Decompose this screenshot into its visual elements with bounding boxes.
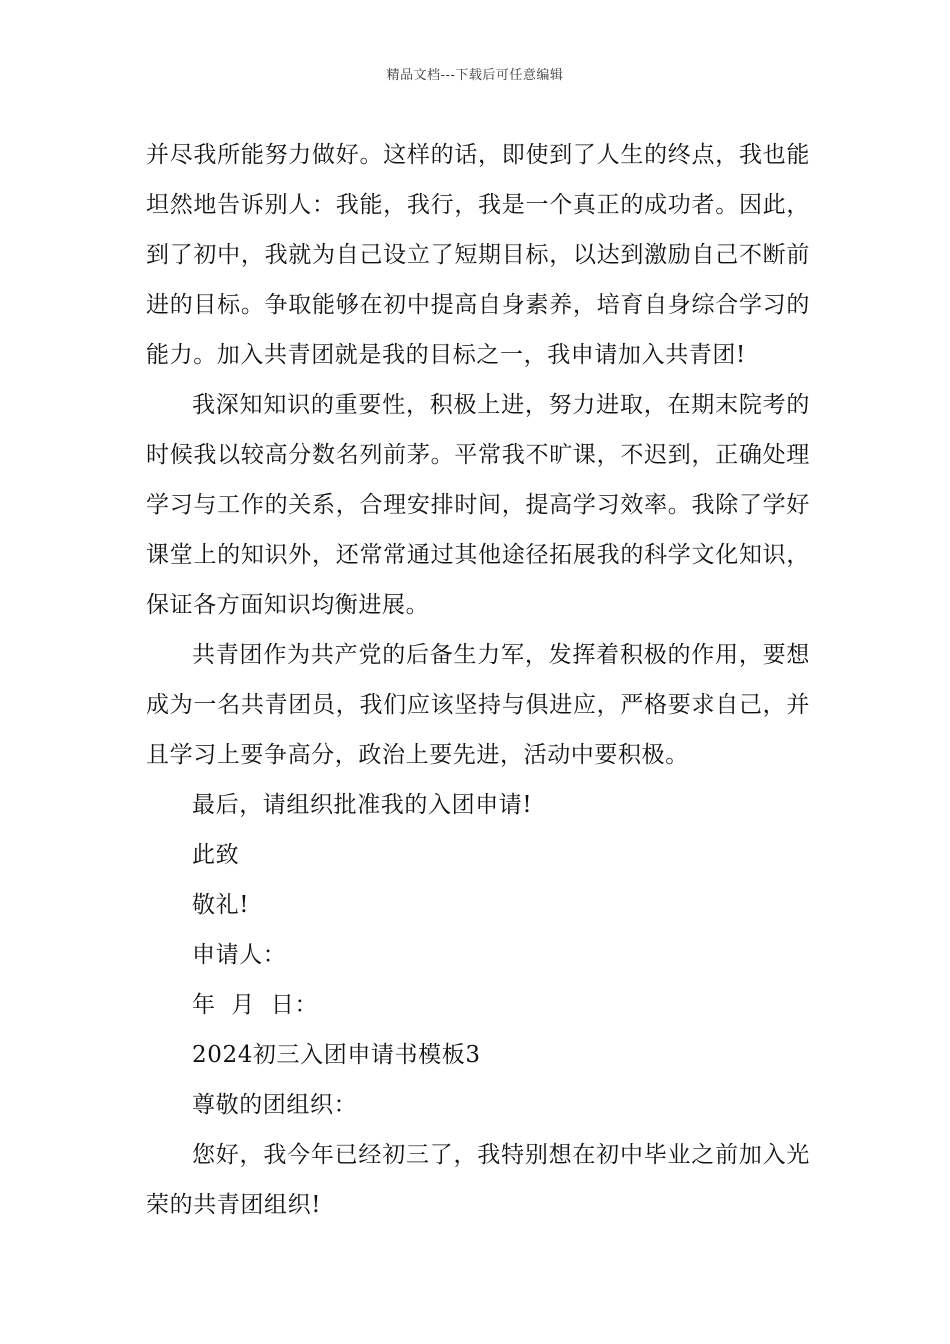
section-title: 2024初三入团申请书模板3 <box>192 1042 481 1068</box>
paragraph-continuation: 并尽我所能努力做好。这样的话，即使到了人生的终点，我也能坦然地告诉别人：我能，我行，我是一个真正的成功者。因此，到了初中，我就为自己设立了短期目标，以达到激励自己不断前进的目标。争取能够在初中提高自身素养，培育自身综合学习的能力。加入共青团就是我的目标之一，我申请加入共青团! <box>146 142 810 368</box>
paragraph-league-role: 共青团作为共产党的后备生力军，发挥着积极的作用，要想成为一名共青团员，我们应该坚持与俱进应，严格要求自己，并且学习上要争高分，政治上要先进，活动中要积极。 <box>146 642 810 768</box>
applicant-line: 申请人： <box>192 942 287 968</box>
date-line: 年 月 日： <box>192 992 319 1018</box>
document-body <box>146 130 810 1230</box>
page-header: 精品文档---下载后可任意编辑 <box>386 68 564 83</box>
paragraph-intro: 您好，我今年已经初三了，我特别想在初中毕业之前加入光荣的共青团组织! <box>146 1142 810 1218</box>
paragraph-knowledge: 我深知知识的重要性，积极上进，努力进取，在期末院考的时候我以较高分数名列前茅。平常我不旷课，不迟到，正确处理学习与工作的关系，合理安排时间，提高学习效率。我除了学好课堂上的知识外，还常常通过其他途径拓展我的科学文化知识，保证各方面知识均衡进展。 <box>146 392 810 618</box>
closing-salutation: 此致 <box>192 842 240 868</box>
greeting-line: 尊敬的团组织： <box>192 1092 358 1118</box>
paragraph-request: 最后，请组织批准我的入团申请! <box>192 792 533 818</box>
closing-regards: 敬礼! <box>192 892 250 918</box>
